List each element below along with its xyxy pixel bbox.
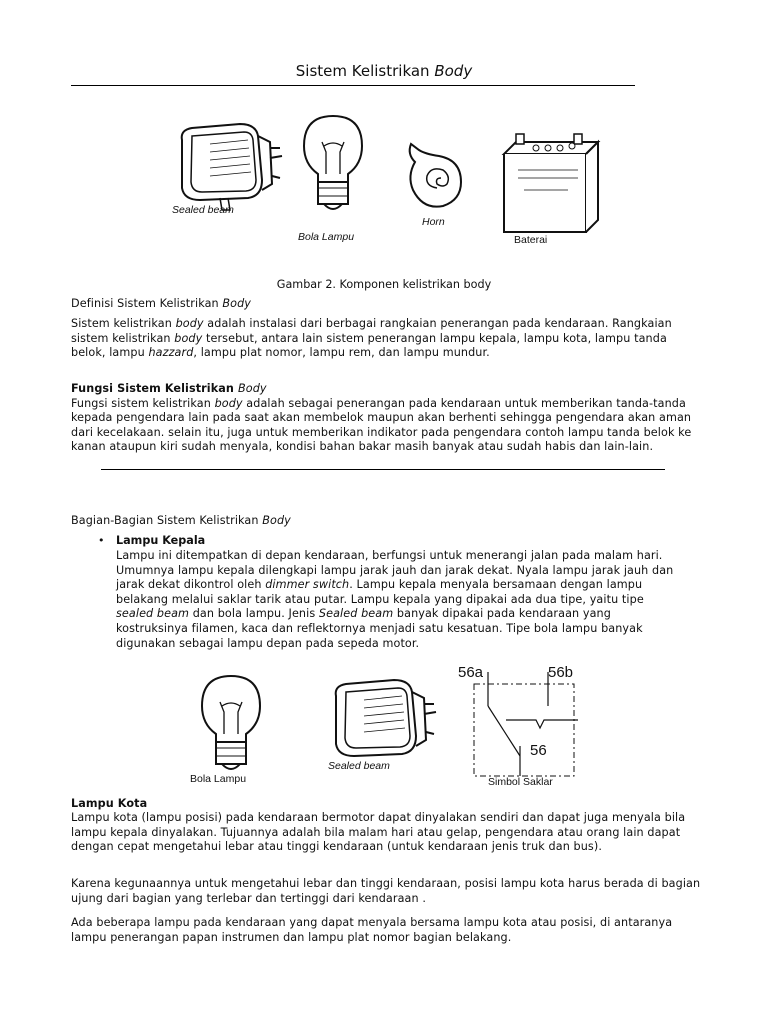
lampu-kota-paragraph-3: Ada beberapa lampu pada kendaraan yang dapat menyala bersama lampu kota atau posisi, di antaranya lampu penerangan papan instrumen dan lampu plat nomor bagian belakang. bbox=[71, 916, 673, 944]
fungsi-section: Fungsi Sistem Kelistrikan Body Fungsi sistem kelistrikan body adalah sebagai penerangan pada kendaraan untuk memberikan tanda-tanda kepada pengendara lain pada saat akan membelok maupun akan berhenti sehingga pengendara akan aman dari kecelakaan. selain itu, juga untuk memberikan indikator pada pengendara contoh lampu tanda belok ke kanan ataupun kiri sudah menyala, kondisi bahan bakar masih banyak atau sudah habis dan lain-lain. bbox=[71, 382, 692, 454]
label-baterai: Baterai bbox=[514, 234, 548, 246]
label-sealed-beam-1: Sealed beam bbox=[172, 204, 234, 216]
definisi-heading: Definisi Sistem Kelistrikan Body bbox=[71, 297, 252, 310]
battery-illustration bbox=[498, 128, 608, 238]
bulb-illustration bbox=[298, 112, 368, 222]
lampu-kepala-title: Lampu Kepala bbox=[116, 534, 206, 547]
label-simbol-saklar: Simbol Saklar bbox=[488, 776, 553, 788]
figure1-caption: Gambar 2. Komponen kelistrikan body bbox=[276, 278, 492, 291]
bullet-icon: • bbox=[98, 534, 105, 547]
lampu-kota-paragraph-1: Lampu kota (lampu posisi) pada kendaraan bermotor dapat dinyalakan sendiri dan dapat juga menyala bila lampu kepala dinyalakan. Tujuannya adalah bila malam hari atau gelap, pengendara atau orang lain dapat dengan cepat mengetahui lebar atau tinggi kendaraan (untuk kendaraan jenis truk dan bus). bbox=[71, 811, 686, 854]
page-title: Sistem Kelistrikan Body bbox=[295, 62, 473, 80]
figure-components bbox=[160, 110, 620, 260]
lampu-kepala-paragraph: Lampu ini ditempatkan di depan kendaraan, berfungsi untuk menerangi jalan pada malam hari. Umumnya lampu kepala dilengkapi lampu jarak jauh dan jarak dekat. Nyala lampu jarak jauh dan jarak dekat dikontrol oleh dimmer switch. Lampu kepala menyala bersamaan dengan lampu belakang melalui saklar tarik atau putar. Lampu kepala yang dipakai ada dua tipe, yaitu tipe sealed beam dan bola lampu. Jenis Sealed beam banyak dipakai pada kendaraan yang kostruksinya filamen, kaca dan reflektornya menjadi satu kesatuan. Tipe bola lampu banyak digunakan sebagai lampu depan pada sepeda motor. bbox=[116, 549, 674, 650]
label-56b: 56b bbox=[548, 664, 574, 681]
figure-lampu-kepala bbox=[170, 660, 600, 795]
label-56a: 56a bbox=[458, 664, 484, 681]
sealed-beam-illustration-2 bbox=[324, 674, 444, 774]
horn-illustration bbox=[403, 140, 473, 220]
bagian-heading: Bagian-Bagian Sistem Kelistrikan Body bbox=[71, 514, 291, 527]
label-56: 56 bbox=[530, 742, 547, 759]
switch-symbol-diagram bbox=[458, 666, 598, 776]
section-divider bbox=[101, 469, 665, 470]
definisi-paragraph: Sistem kelistrikan body adalah instalasi dari berbagai rangkaian penerangan pada kendaraan. Rangkaian sistem kelistrikan body tersebut, antara lain sistem penerangan lampu kepala, lampu kota, lampu tanda belok, lampu hazzard, lampu plat nomor, lampu rem, dan lampu mundur. bbox=[71, 317, 672, 360]
label-sealed-beam-2: Sealed beam bbox=[328, 760, 390, 772]
label-bola-lampu-1: Bola Lampu bbox=[298, 231, 355, 243]
lampu-kota-title: Lampu Kota bbox=[71, 797, 148, 810]
label-horn: Horn bbox=[422, 216, 445, 228]
sealed-beam-illustration bbox=[170, 118, 290, 218]
bulb-illustration-2 bbox=[196, 672, 266, 782]
lampu-kota-paragraph-2: Karena kegunaannya untuk mengetahui lebar dan tinggi kendaraan, posisi lampu kota harus berada di bagian ujung dari bagian yang terlebar dan tertinggi dari kendaraan . bbox=[71, 877, 701, 905]
label-bola-lampu-2: Bola Lampu bbox=[190, 773, 247, 785]
title-divider bbox=[71, 85, 635, 86]
fungsi-heading: Fungsi Sistem Kelistrikan bbox=[71, 382, 238, 395]
